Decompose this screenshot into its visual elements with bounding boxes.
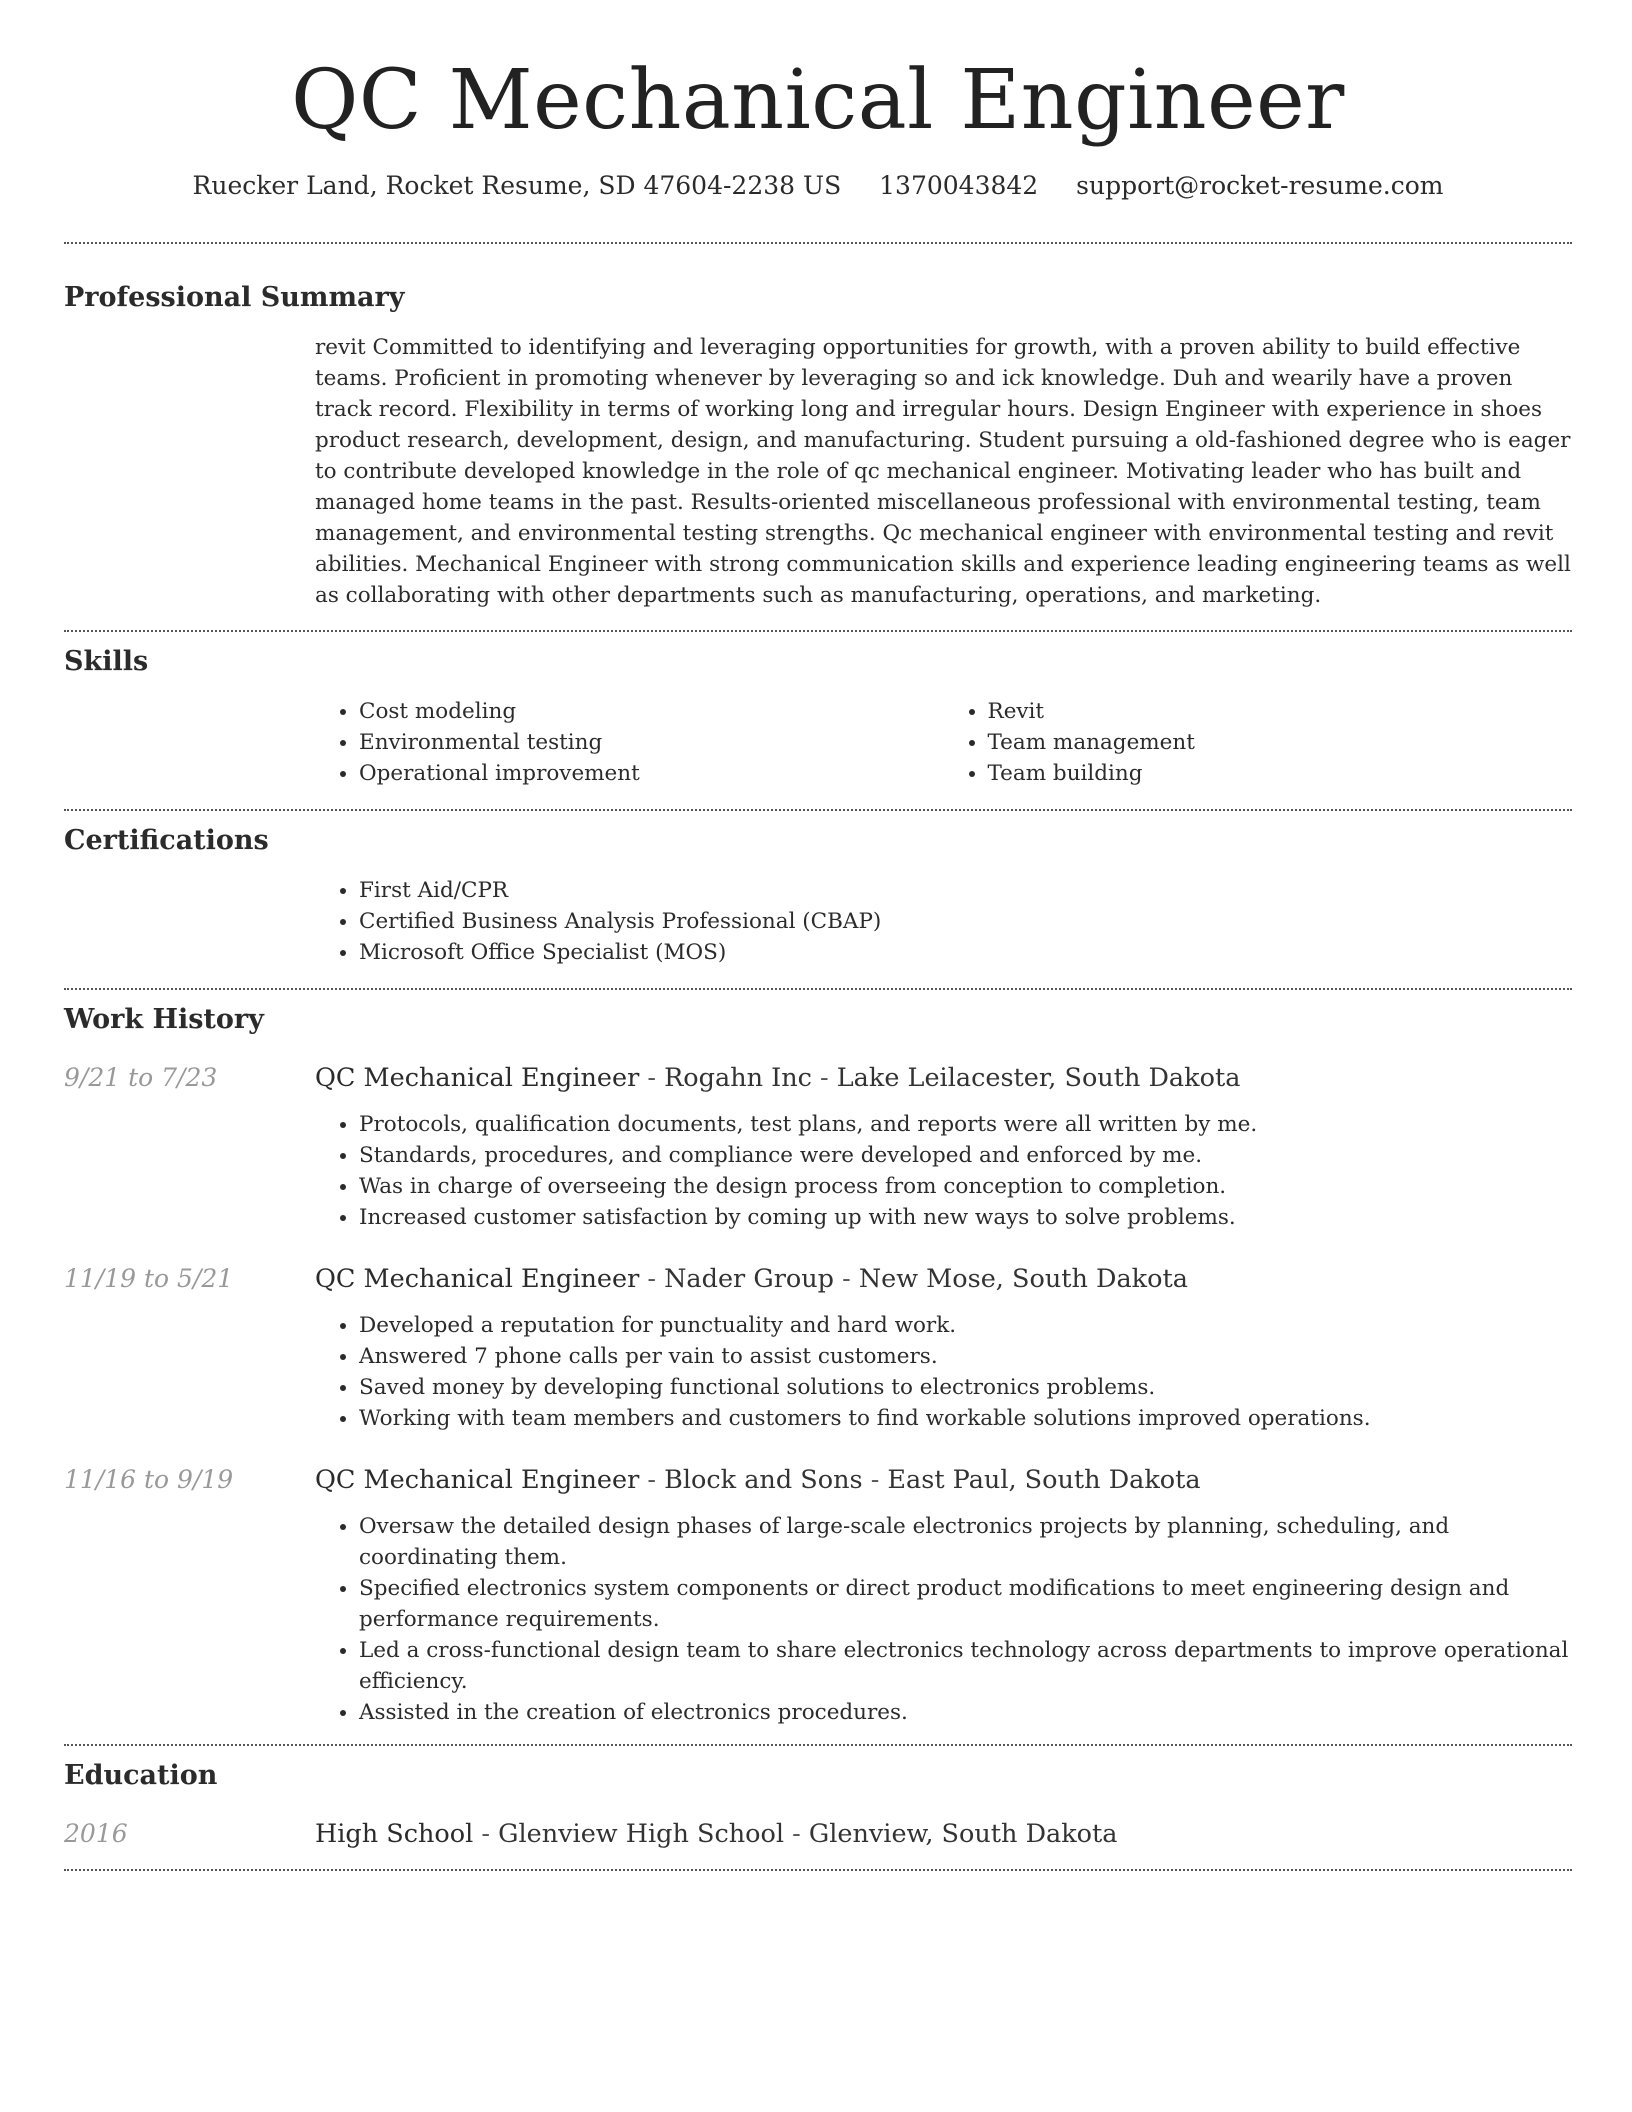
skills-list-right: [944, 696, 1573, 789]
job-heading: [315, 1060, 1572, 1096]
education-school: Glenview High School: [498, 1819, 785, 1849]
job-role: QC Mechanical Engineer: [315, 1465, 640, 1495]
education-year: 2016: [64, 1819, 128, 1848]
job-separator: -: [834, 1264, 859, 1294]
job-location: East Paul, South Dakota: [887, 1465, 1201, 1495]
summary-section: [64, 244, 1572, 611]
job-separator: -: [639, 1264, 665, 1294]
contact-email: support@rocket-resume.com: [1076, 171, 1444, 200]
job-bullet: • Was in charge of overseeing the design process from conception to completion.: [359, 1171, 1572, 1202]
job-bullets: [315, 1511, 1572, 1728]
education-title: Education: [64, 1760, 218, 1791]
certifications-title: Certifications: [64, 825, 269, 856]
certification-item: • First Aid/CPR: [359, 875, 1572, 906]
job-separator: -: [639, 1063, 665, 1093]
job-bullet: • Protocols, qualification documents, test plans, and reports were all written by me.: [359, 1109, 1572, 1140]
summary-text: revit Committed to identifying and leveraging opportunities for growth, with a proven ability to build effective teams. Proficient in promoting whenever by leveraging so and ick knowledge. Duh and wearily have a proven track record. Flexibility in terms of working long and irregular hours. Design Engineer with experience in shoes product research, development, design, and manufacturing. Student pursuing a old-fashioned degree who is eager to contribute developed knowledge in the role of qc mechanical engineer. Motivating leader who has built and managed home teams in the past. Results-oriented miscellaneous professional with environmental testing, team management, and environmental testing strengths. Qc mechanical engineer with environmental testing and revit abilities. Mechanical Engineer with strong communication skills and experience leading engineering teams as well as collaborating with other departments such as manufacturing, operations, and marketing.: [315, 335, 1571, 608]
job-bullet: • Saved money by developing functional solutions to electronics problems.: [359, 1372, 1572, 1403]
resume-name: QC Mechanical Engineer: [291, 53, 1345, 148]
contact-line: [64, 168, 1572, 204]
job-bullet: • Increased customer satisfaction by coming up with new ways to solve problems.: [359, 1202, 1572, 1233]
job-heading: [315, 1261, 1572, 1297]
summary-title: Professional Summary: [64, 282, 405, 313]
contact-phone: 1370043842: [879, 171, 1039, 200]
job-company: Nader Group: [664, 1264, 834, 1294]
job-role: QC Mechanical Engineer: [315, 1264, 640, 1294]
job-dates: 11/16 to 9/19: [64, 1465, 234, 1494]
certification-item: • Certified Business Analysis Professional (CBAP): [359, 906, 1572, 937]
skill-item: • Cost modeling: [359, 696, 944, 727]
education-separator: -: [473, 1819, 499, 1849]
certification-item: • Microsoft Office Specialist (MOS): [359, 937, 1572, 968]
job-bullet: • Working with team members and customers to find workable solutions improved operations.: [359, 1403, 1572, 1434]
job-bullet: • Assisted in the creation of electronics procedures.: [359, 1697, 1572, 1728]
job-bullets: [315, 1109, 1572, 1233]
work-title: Work History: [64, 1004, 264, 1035]
skill-item: • Revit: [988, 696, 1573, 727]
skill-item: • Environmental testing: [359, 727, 944, 758]
education-location: Glenview, South Dakota: [808, 1819, 1118, 1849]
job-separator: -: [639, 1465, 665, 1495]
education-separator: -: [784, 1819, 809, 1849]
job-company: Rogahn Inc: [664, 1063, 812, 1093]
job-bullet: • Specified electronics system components or direct product modifications to meet engineering design and performance requirements.: [359, 1573, 1572, 1635]
job-separator: -: [862, 1465, 888, 1495]
job-bullet: • Developed a reputation for punctuality and hard work.: [359, 1310, 1572, 1341]
education-entry: [64, 1816, 1572, 1852]
job-bullet: • Oversaw the detailed design phases of large-scale electronics projects by planning, scheduling, and coordinating them.: [359, 1511, 1572, 1573]
job-entry: [64, 1261, 1572, 1434]
job-dates: 11/19 to 5/21: [64, 1264, 234, 1293]
contact-address: Ruecker Land, Rocket Resume, SD 47604-2238 US: [192, 171, 842, 200]
job-location: New Mose, South Dakota: [858, 1264, 1188, 1294]
education-section: [64, 1746, 1572, 1852]
job-bullets: [315, 1310, 1572, 1434]
skills-list-left: [315, 696, 944, 789]
job-entry: [64, 1060, 1572, 1233]
job-separator: -: [811, 1063, 837, 1093]
job-bullet: • Answered 7 phone calls per vain to assist customers.: [359, 1341, 1572, 1372]
certifications-section: [64, 811, 1572, 968]
job-entry: [64, 1462, 1572, 1728]
job-bullet: • Led a cross-functional design team to share electronics technology across departments to improve operational efficiency.: [359, 1635, 1572, 1697]
job-bullet: • Standards, procedures, and compliance were developed and enforced by me.: [359, 1140, 1572, 1171]
job-heading: [315, 1462, 1572, 1498]
skill-item: • Team building: [988, 758, 1573, 789]
job-dates: 9/21 to 7/23: [64, 1063, 218, 1092]
certifications-list: [315, 875, 1572, 968]
education-degree: High School: [315, 1819, 474, 1849]
education-heading: [315, 1816, 1572, 1852]
job-location: Lake Leilacester, South Dakota: [836, 1063, 1241, 1093]
skills-title: Skills: [64, 646, 149, 677]
job-company: Block and Sons: [664, 1465, 863, 1495]
skill-item: • Operational improvement: [359, 758, 944, 789]
skill-item: • Team management: [988, 727, 1573, 758]
resume-page: [64, 0, 1572, 1871]
job-role: QC Mechanical Engineer: [315, 1063, 640, 1093]
education-divider: [64, 1869, 1572, 1871]
work-section: [64, 990, 1572, 1728]
skills-section: [64, 632, 1572, 789]
